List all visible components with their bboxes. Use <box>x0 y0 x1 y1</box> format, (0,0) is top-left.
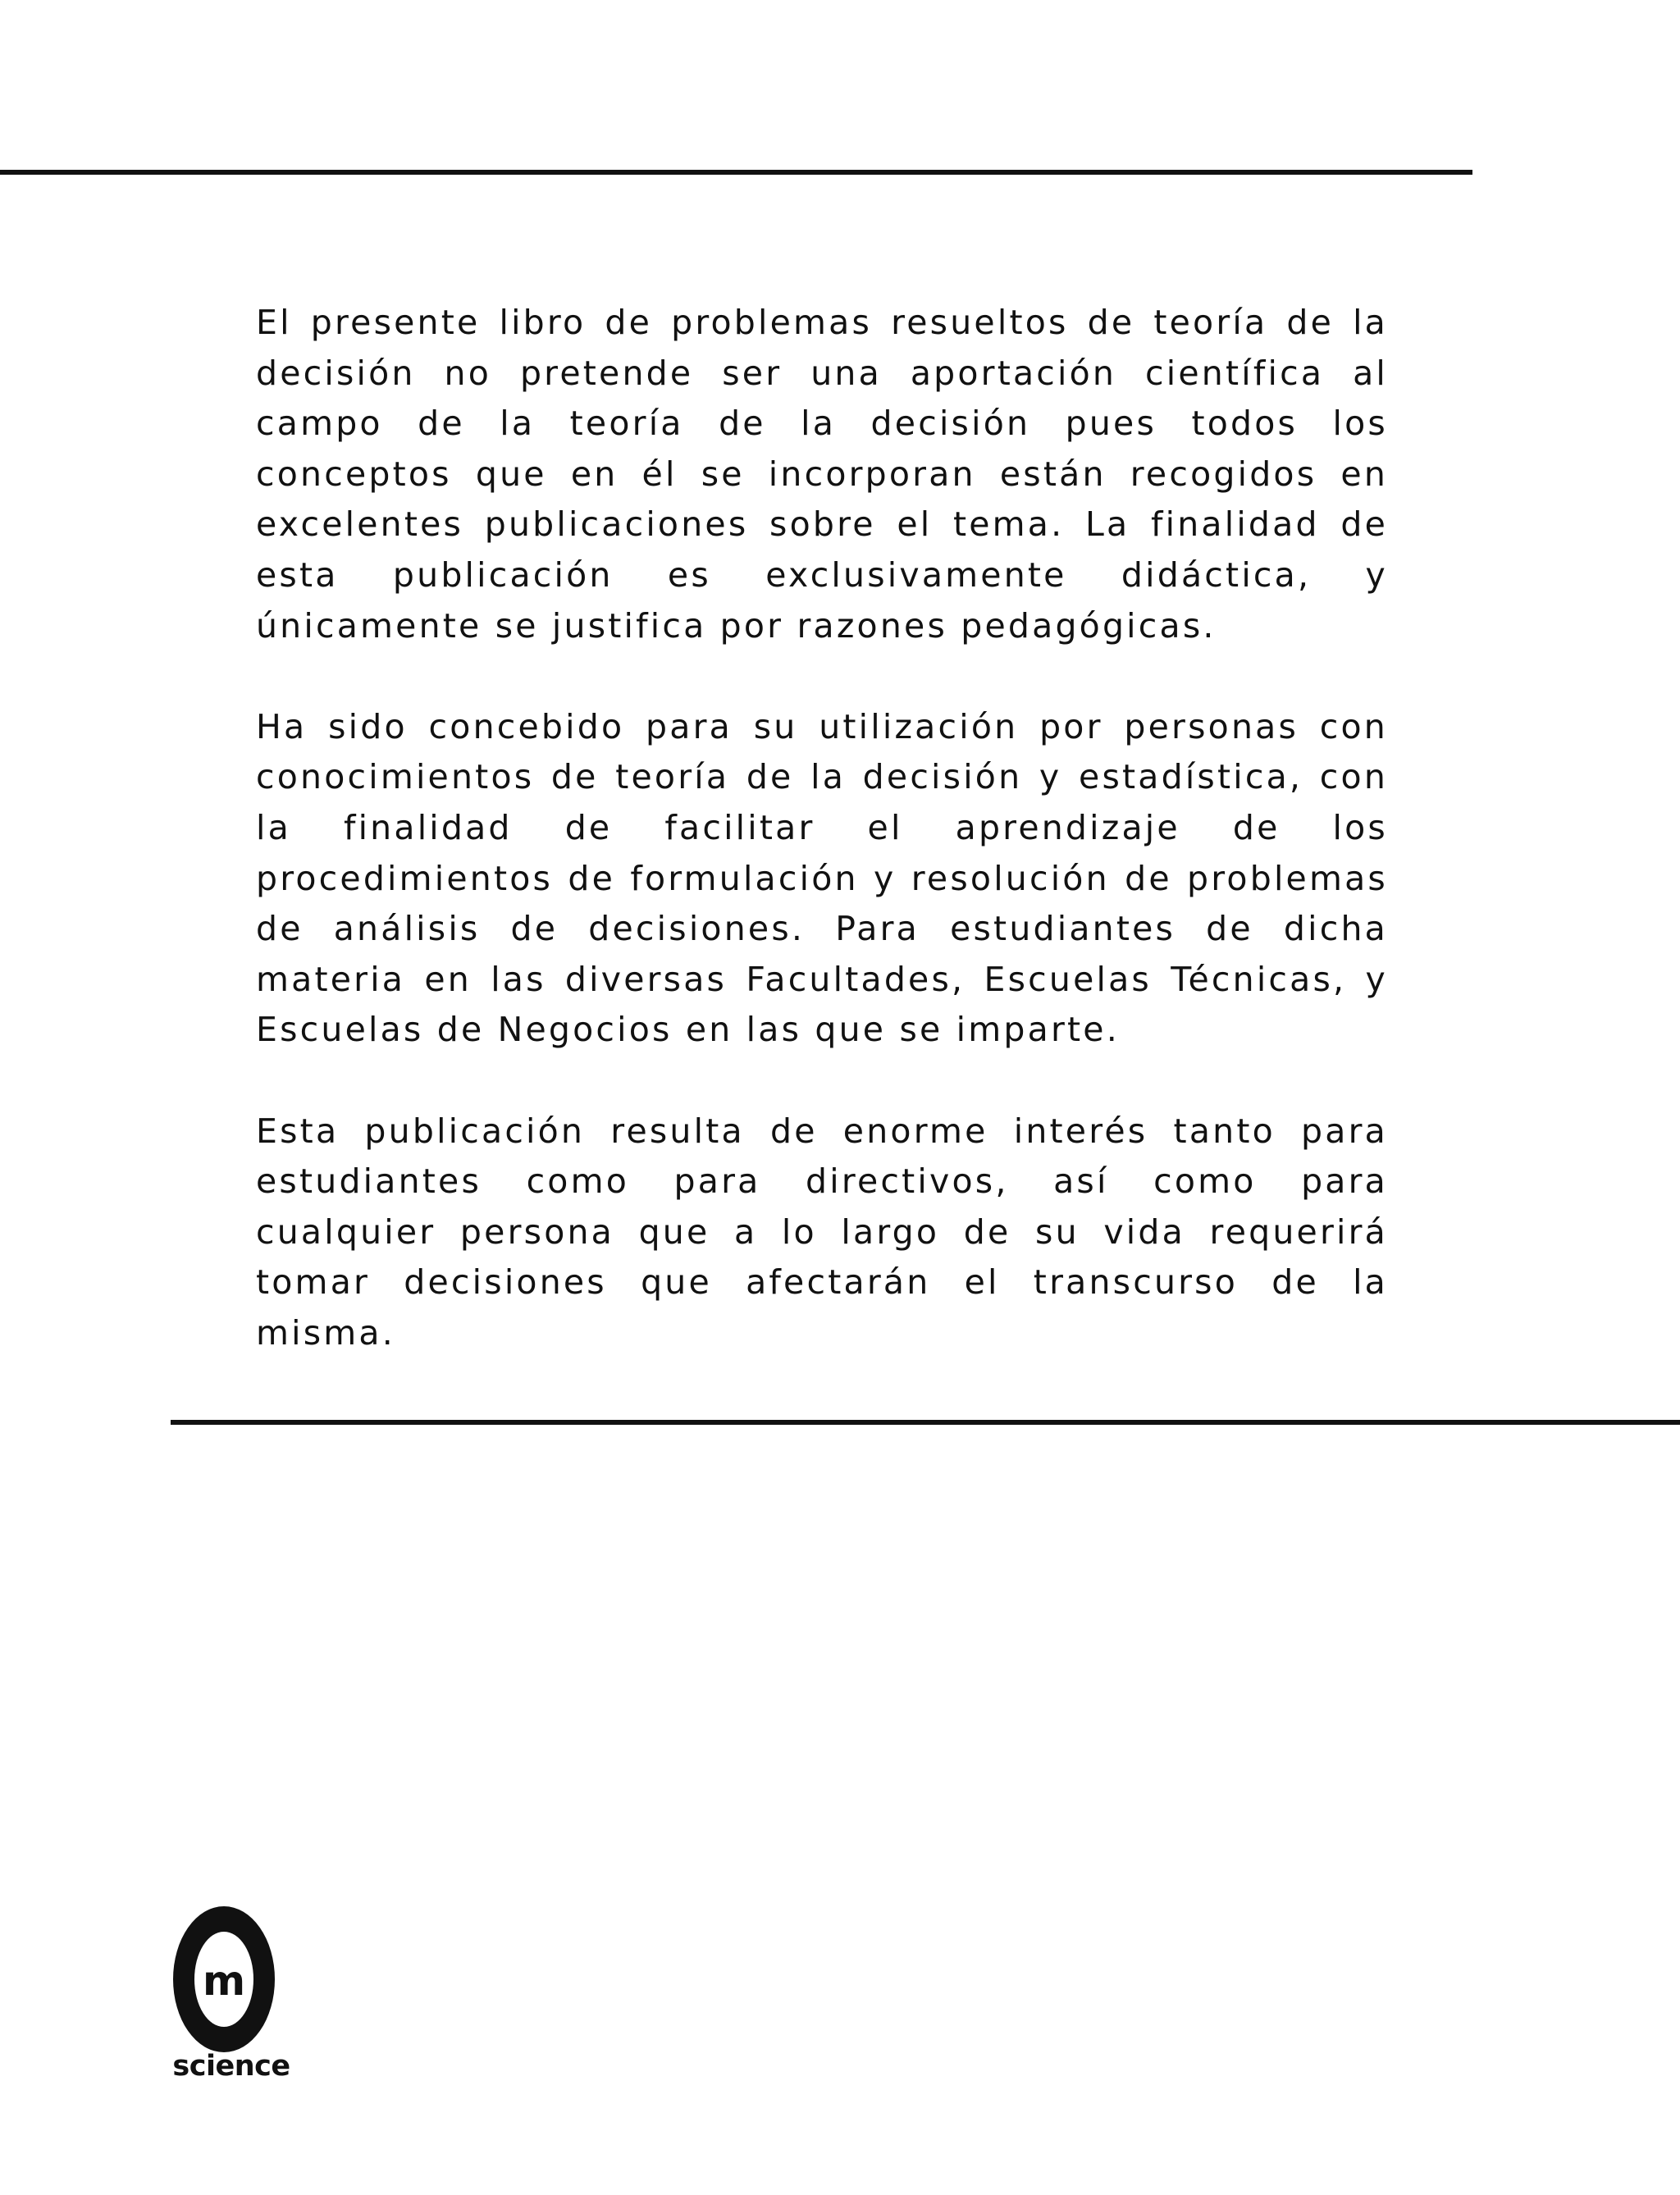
bottom-divider-rule <box>171 1420 1680 1425</box>
blurb-paragraph-2: Ha sido concebido para su utilización por personas con conocimientos de teoría de la decisión y estadística, con la finalidad de facilitar el aprendizaje de los procedimientos de formulación y resolución de problemas de análisis de decisiones. Para estudiantes de dicha materia en las diversas Facultades, Escuelas Técnicas, y Escuelas de Negocios en las que se imparte. <box>256 706 1388 1050</box>
blurb-text <box>256 298 1388 1358</box>
blurb-paragraph-1: El presente libro de problemas resueltos de teoría de la decisión no pretende ser una aportación científica al campo de la teoría de la decisión pues todos los conceptos que en él se incorporan están recogidos en excelentes publicaciones sobre el tema. La finalidad de esta publicación es exclusivamente didáctica, y únicamente se justifica por razones pedagógicas. <box>256 303 1388 646</box>
logo-letter: m <box>202 1957 246 2005</box>
publisher-logo <box>169 1901 292 2085</box>
blurb-paragraph-3: Esta publicación resulta de enorme interés tanto para estudiantes como para directivos, así como para cualquier persona que a lo largo de su vida requerirá tomar decisiones que afectarán el transcurso de la misma. <box>256 1111 1388 1353</box>
top-divider-rule <box>0 170 1472 175</box>
logo-wordmark: science <box>172 2050 290 2083</box>
omnia-science-logo-icon <box>169 1901 292 2085</box>
